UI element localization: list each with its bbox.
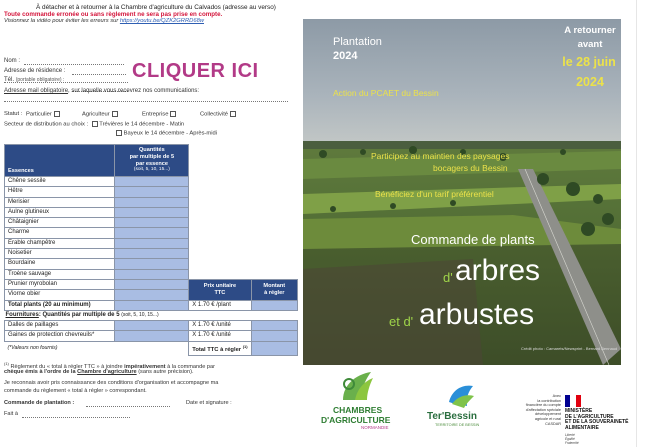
secteur-option-bayeux: Bayeux le 14 décembre - Après-midi bbox=[123, 130, 218, 137]
mail-label: Adresse mail obligatoire bbox=[4, 88, 69, 94]
terbessin-logo-icon bbox=[446, 382, 476, 410]
note-2b: commande du règlement « total à régler » correspondant. bbox=[4, 388, 147, 394]
adresse-label: Adresse de résidence : bbox=[4, 68, 66, 74]
qty-cell[interactable] bbox=[115, 279, 189, 289]
qty-cell[interactable] bbox=[115, 218, 189, 228]
flyer-retour-3: le 28 juin bbox=[562, 55, 616, 69]
dalles-qty[interactable] bbox=[115, 321, 189, 331]
checkbox[interactable] bbox=[230, 111, 236, 117]
flyer-plantation: Plantation bbox=[333, 36, 382, 48]
checkbox[interactable] bbox=[54, 111, 60, 117]
total-plants-label: Total plants (20 au minimum) bbox=[5, 300, 115, 310]
ministere-text: MINISTÈRE DE L'AGRICULTURE ET DE LA SOUVERAINETÉ ALIMENTAIRE bbox=[565, 408, 629, 431]
tel-line bbox=[4, 77, 64, 83]
table-row: Charme bbox=[5, 228, 298, 238]
gaines-price: X 1.70 € /unité bbox=[189, 331, 251, 341]
flyer-credit: Crédit photo : Camarets/Newsprint - Bernard Bennaud bbox=[521, 346, 618, 351]
qty-cell[interactable] bbox=[115, 207, 189, 217]
video-text: Visionnez la vidéo pour éviter les erreurs sur bbox=[4, 18, 119, 24]
qty-cell[interactable] bbox=[115, 249, 189, 259]
nom-label: Nom : bbox=[4, 58, 21, 64]
total-plants-amount[interactable] bbox=[251, 300, 297, 310]
order-form bbox=[0, 0, 298, 447]
total-ttc-label: Total TTC à régler $^{(1)}$ bbox=[189, 341, 251, 355]
qty-cell[interactable] bbox=[115, 177, 189, 187]
qty-cell[interactable] bbox=[115, 187, 189, 197]
qty-cell[interactable] bbox=[115, 259, 189, 269]
gaines-label: Gaines de protection chevreuils* bbox=[5, 331, 115, 341]
page-edge bbox=[636, 0, 637, 447]
flyer-participez-2: bocagers du Bessin bbox=[433, 163, 508, 173]
table-row: Chêne sessile bbox=[5, 177, 298, 187]
note-2: Je reconnais avoir pris connaissance des conditions d'organisation et accompagne ma bbox=[4, 380, 219, 386]
table-row-total bbox=[5, 341, 298, 355]
table-row: Bourdaine bbox=[5, 259, 298, 269]
table-row-total-plants bbox=[5, 300, 298, 310]
table-row-gaines bbox=[5, 331, 298, 341]
secteur-label: Secteur de distribution au choix : bbox=[4, 121, 89, 128]
checkbox-bayeux[interactable] bbox=[116, 130, 122, 136]
form-instruction: À détacher et à retourner à la Chambre d'agriculture du Calvados (adresse au verso) bbox=[36, 4, 276, 11]
logos-bar bbox=[303, 368, 629, 447]
statut-entreprise[interactable]: Entreprise bbox=[142, 111, 176, 118]
adresse-field[interactable] bbox=[72, 74, 126, 75]
mail-field[interactable] bbox=[4, 101, 288, 102]
total-ttc-amount[interactable] bbox=[251, 341, 297, 355]
qty-cell[interactable] bbox=[115, 290, 189, 300]
date-signature-label: Date et signature : bbox=[186, 400, 232, 406]
flyer-arbres: arbres bbox=[455, 254, 541, 287]
col-essences: Essences bbox=[5, 145, 115, 177]
table-row-dalles bbox=[5, 321, 298, 331]
statut-particulier[interactable]: Particulier bbox=[26, 111, 60, 118]
flyer-retour-4: 2024 bbox=[576, 75, 604, 89]
statut-agriculteur[interactable]: Agriculteur bbox=[82, 111, 118, 118]
flyer-retour-2: avant bbox=[577, 39, 603, 50]
table-row: Erable champêtre bbox=[5, 238, 298, 248]
flyer-d: d' bbox=[443, 270, 453, 285]
table-row: Aulne glutineux bbox=[5, 207, 298, 217]
table-row: Viorne obier bbox=[5, 290, 298, 300]
tel-label: Tél. bbox=[4, 77, 15, 83]
col-prix: Prix unitaire TTC bbox=[189, 279, 251, 300]
chambres-line-2: D'AGRICULTURE bbox=[321, 415, 391, 425]
statut-collectivite[interactable]: Collectivité bbox=[200, 111, 236, 118]
checkbox[interactable] bbox=[170, 111, 176, 117]
fait-a-label: Fait à bbox=[4, 411, 18, 417]
secteur-option-trevieres: Trévières le 14 décembre - Matin bbox=[99, 121, 185, 128]
form-video-line bbox=[4, 19, 204, 25]
flyer-action: Action du PCAET du Bessin bbox=[333, 88, 439, 98]
gaines-qty[interactable] bbox=[115, 331, 189, 341]
checkbox[interactable] bbox=[112, 111, 118, 117]
col-quantites: Quantités par multiple de 5 par essence (soit, 5, 10, 15...) bbox=[115, 145, 189, 177]
valeurs-note: (*Valeurs non fournis) bbox=[7, 344, 58, 351]
table-row: Merisier bbox=[5, 197, 298, 207]
date-commande-label: Commande de plantation : bbox=[4, 400, 75, 406]
statut-label: Statut : bbox=[4, 111, 23, 117]
form-warning: Toute commande erronée ou sans règlement ne sera pas prise en compte. bbox=[4, 11, 223, 18]
total-plants-price: X 1.70 € /plant bbox=[189, 300, 251, 310]
flyer-retour-1: A retourner bbox=[564, 25, 616, 36]
table-row: Prunier myrobolan Prix unitaire TTC Montant à régler bbox=[5, 279, 298, 289]
flyer-year: 2024 bbox=[333, 50, 358, 62]
checkbox-trevieres[interactable] bbox=[92, 121, 98, 127]
dalles-amount[interactable] bbox=[251, 321, 297, 331]
date-commande-field[interactable] bbox=[86, 406, 170, 407]
flyer-beneficiez: Bénéficiez d'un tarif préférentiel bbox=[375, 189, 494, 199]
secteur-line bbox=[4, 121, 184, 128]
gaines-amount[interactable] bbox=[251, 331, 297, 341]
table-row: Troène sauvage bbox=[5, 269, 298, 279]
chambres-logo-icon bbox=[335, 370, 379, 404]
tel-note: (portable obligatoire) : bbox=[15, 77, 65, 83]
order-table bbox=[4, 144, 298, 356]
total-plants-qty[interactable] bbox=[115, 300, 189, 310]
mail-suffix: , sur laquelle vous recevrez nos communications: bbox=[68, 88, 200, 94]
cliquer-ici-link[interactable]: CLIQUER ICI bbox=[132, 60, 259, 82]
marianne-icon bbox=[565, 395, 581, 407]
flyer-cover bbox=[303, 19, 621, 365]
chambres-line-3: NORMANDIE bbox=[361, 425, 389, 430]
terbessin-sub: TERRITOIRE DE BESSIN bbox=[435, 423, 480, 427]
qty-cell[interactable] bbox=[115, 238, 189, 248]
note-1b: chèque émis à l'ordre de la Chambre d'agriculture (sans autre précision). bbox=[4, 369, 194, 375]
flyer-arbustes: arbustes bbox=[419, 298, 535, 331]
dalles-price: X 1.70 € /unité bbox=[189, 321, 251, 331]
table-row: Noisetier bbox=[5, 249, 298, 259]
devise-text: Liberté Égalité Fraternité bbox=[565, 433, 579, 445]
secteur-option-bayeux-line bbox=[114, 130, 217, 137]
video-link[interactable]: https://youtu.be/QZK2GRRD68w bbox=[119, 18, 204, 24]
col-montant: Montant à régler bbox=[251, 279, 297, 300]
qty-cell[interactable] bbox=[115, 269, 189, 279]
qty-cell[interactable] bbox=[115, 228, 189, 238]
fait-a-field[interactable] bbox=[22, 417, 130, 418]
mail-line bbox=[4, 88, 199, 94]
nom-field[interactable] bbox=[24, 64, 124, 65]
table-row-fournitures: Fournitures: Quantités par multiple de 5 (soit, 5, 10, 15...) bbox=[5, 311, 159, 318]
table-row: Châtaignier bbox=[5, 218, 298, 228]
terbessin-name: Ter'Bessin bbox=[427, 411, 477, 422]
chambres-line-1: CHAMBRES bbox=[333, 405, 383, 415]
dalles-label: Dalles de paillages bbox=[5, 321, 115, 331]
qty-cell[interactable] bbox=[115, 197, 189, 207]
note-1: $^{(1)}$ Règlement du « total à régler TTC » à joindre impérativement à la commande par bbox=[4, 361, 215, 370]
flyer-et-d: et d' bbox=[389, 314, 414, 329]
casdar-text: Avec la contribution financière du compte d'affectation spéciale développement agricole et rural CASDAR bbox=[525, 394, 561, 426]
flyer-commande: Commande de plants bbox=[411, 232, 535, 247]
flyer-participez-1: Participez au maintien des paysages bbox=[371, 151, 510, 161]
table-row: Hêtre bbox=[5, 187, 298, 197]
